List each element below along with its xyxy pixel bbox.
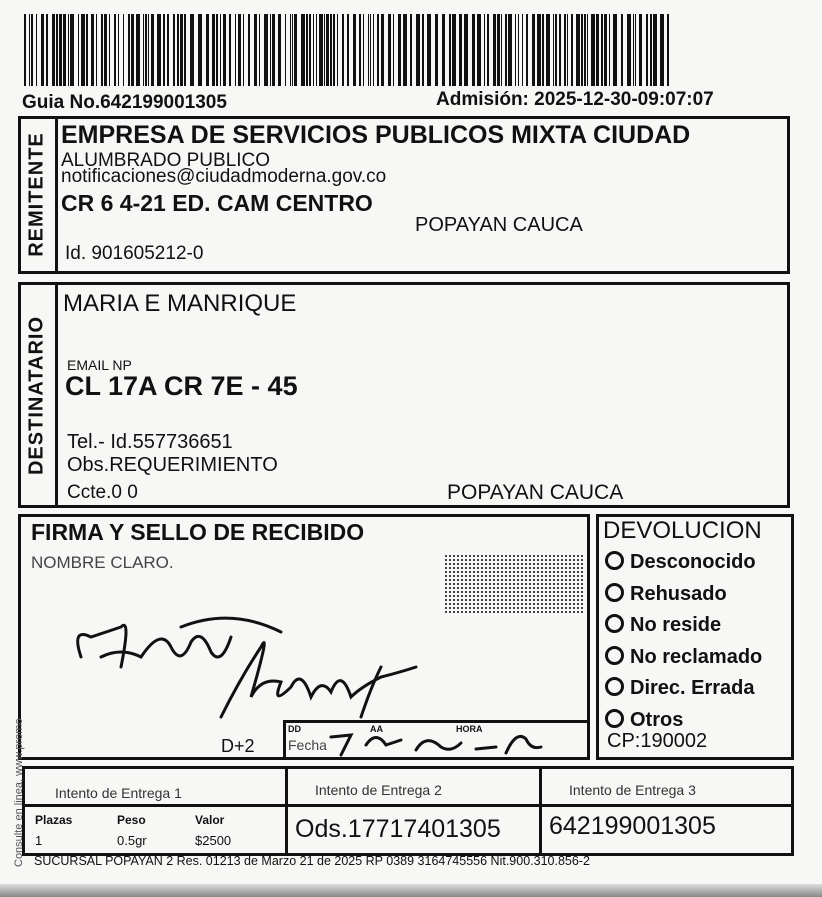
firma-section	[18, 514, 590, 760]
intento-3: Intento de Entrega 3	[569, 782, 696, 798]
devolucion-option	[605, 583, 727, 606]
devolucion-option-label: Desconocido	[630, 551, 756, 573]
radio-circle-icon	[605, 583, 624, 602]
side-text: Consulte en linea, www.promo	[13, 718, 25, 867]
radio-circle-icon	[605, 551, 624, 570]
intento-1: Intento de Entrega 1	[55, 785, 182, 801]
destinatario-nombre: MARIA E MANRIQUE	[63, 290, 297, 317]
radio-circle-icon	[605, 709, 624, 728]
fecha-handwriting	[326, 725, 556, 757]
remitente-id: Id. 901605212-0	[65, 243, 204, 264]
destinatario-section	[18, 282, 790, 508]
destinatario-label: DESTINATARIO	[25, 315, 48, 476]
destinatario-tel: Tel.- Id.557736651	[67, 431, 233, 453]
footer-text: SUCURSAL POPAYAN 2 Res. 01213 de Marzo 21 de 2025 RP 0389 3164745556 Nit.900.310.856-2	[34, 854, 590, 868]
intentos-row	[22, 766, 794, 806]
devolucion-option-label: Otros	[630, 708, 684, 731]
bottom-edge	[0, 884, 822, 897]
devolucion-option	[605, 646, 762, 669]
fecha-box	[283, 720, 589, 758]
guia-repeat: 642199001305	[549, 812, 716, 840]
devolucion-cp: CP:190002	[607, 730, 708, 752]
fecha-label: Fecha	[288, 737, 327, 753]
guia-number: Guia No.642199001305	[22, 92, 227, 113]
devolucion-option-label: Direc. Errada	[630, 677, 755, 699]
devolucion-option-label: Rehusado	[630, 582, 727, 605]
devolucion-option	[605, 677, 755, 700]
remitente-ciudad: POPAYAN CAUCA	[415, 214, 583, 236]
devolucion-option	[605, 614, 721, 637]
signature	[61, 587, 441, 737]
admission-date: Admisión: 2025-12-30-09:07:07	[436, 89, 714, 110]
devolucion-section	[596, 514, 794, 760]
radio-circle-icon	[605, 677, 624, 696]
dplus-label: D+2	[221, 736, 255, 756]
aa-label: AA	[370, 724, 383, 734]
devolucion-option-label: No reside	[630, 614, 722, 636]
valor-value: $2500	[195, 833, 232, 848]
remitente-email: notificaciones@ciudadmoderna.gov.co	[61, 166, 387, 187]
remitente-empresa: EMPRESA DE SERVICIOS PUBLICOS MIXTA CIUDAD	[61, 121, 691, 149]
radio-circle-icon	[605, 614, 624, 633]
nombre-claro-label: NOMBRE CLARO.	[31, 553, 174, 572]
devolucion-option-label: No reclamado	[630, 645, 763, 668]
devolucion-title: DEVOLUCION	[603, 517, 762, 544]
detalle-row	[22, 804, 794, 856]
plazas-value: 1	[35, 833, 43, 848]
peso-label: Peso	[117, 813, 146, 827]
remitente-label: REMITENTE	[25, 132, 48, 257]
devolucion-option	[605, 551, 756, 574]
intento-2: Intento de Entrega 2	[315, 782, 442, 798]
destinatario-obs: Obs.REQUERIMIENTO	[67, 454, 278, 476]
barcode	[24, 14, 674, 86]
ods-number: Ods.17717401305	[295, 815, 501, 843]
hora-label: HORA	[456, 724, 483, 734]
devolucion-option	[605, 709, 683, 732]
destinatario-ccte: Ccte.0 0	[67, 482, 138, 503]
dd-label: DD	[288, 724, 301, 734]
plazas-label: Plazas	[35, 813, 73, 827]
destinatario-direccion: CL 17A CR 7E - 45	[65, 371, 298, 401]
firma-title: FIRMA Y SELLO DE RECIBIDO	[31, 519, 365, 545]
valor-label: Valor	[195, 813, 225, 827]
remitente-area: ALUMBRADO PUBLICO	[61, 150, 271, 171]
remitente-section	[18, 116, 790, 274]
stamp-smudge	[445, 555, 585, 615]
radio-circle-icon	[605, 646, 624, 665]
destinatario-email: EMAIL NP	[67, 357, 132, 373]
remitente-direccion: CR 6 4-21 ED. CAM CENTRO	[61, 190, 373, 216]
destinatario-ciudad: POPAYAN CAUCA	[447, 481, 624, 504]
peso-value: 0.5gr	[117, 833, 147, 848]
